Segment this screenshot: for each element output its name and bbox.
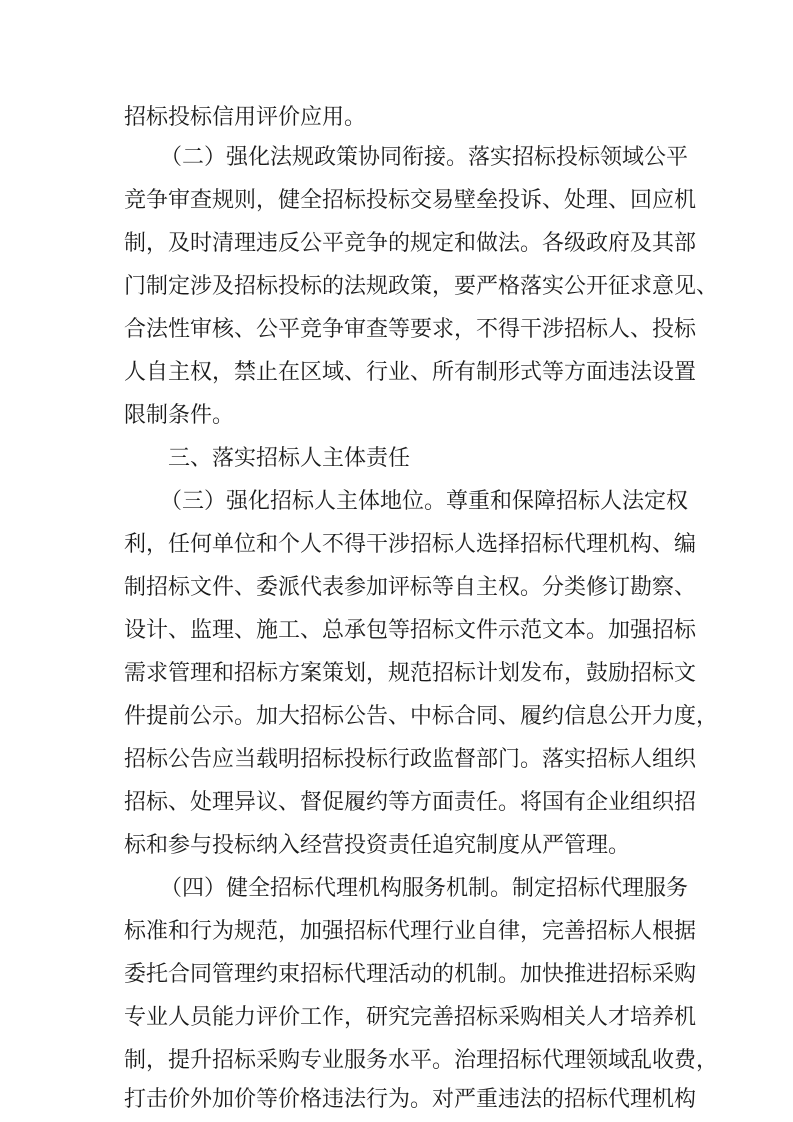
text-line: 件提前公示。加大招标公告、中标合同、履约信息公开力度， [124, 704, 719, 729]
text-line: 标和参与投标纳入经营投资责任追究制度从严管理。 [124, 833, 631, 858]
text-line: 制，提升招标采购专业服务水平。治理招标代理领域乱收费， [124, 1048, 719, 1073]
section-heading-3: 三、落实招标人主体责任 [168, 446, 411, 471]
text-line: 合法性审核、公平竞争审查等要求，不得干涉招标人、投标 [124, 317, 697, 342]
text-line: 委托合同管理约束招标代理活动的机制。加快推进招标采购 [124, 962, 697, 987]
text-line: 制招标文件、委派代表参加评标等自主权。分类修订勘察、 [124, 575, 697, 600]
paragraph-heading-3: （三）强化招标人主体地位。尊重和保障招标人法定权 [160, 489, 689, 514]
text-line: 招标公告应当载明招标投标行政监督部门。落实招标人组织 [124, 747, 697, 772]
text-line: 需求管理和招标方案策划，规范招标计划发布，鼓励招标文 [124, 661, 697, 686]
text-line: 制，及时清理违反公平竞争的规定和做法。各级政府及其部 [124, 231, 697, 256]
text-line: 限制条件。 [124, 403, 235, 428]
paragraph-heading-4: （四）健全招标代理机构服务机制。制定招标代理服务 [160, 876, 689, 901]
text-line: 人自主权，禁止在区域、行业、所有制形式等方面违法设置 [124, 360, 697, 385]
text-line: 设计、监理、施工、总承包等招标文件示范文本。加强招标 [124, 618, 697, 643]
text-line: 打击价外加价等价格违法行为。对严重违法的招标代理机构 [124, 1087, 697, 1112]
text-line: 标准和行为规范，加强招标代理行业自律，完善招标人根据 [124, 919, 697, 944]
text-line: 利，任何单位和个人不得干涉招标人选择招标代理机构、编 [124, 532, 697, 557]
paragraph-heading-2: （二）强化法规政策协同衔接。落实招标投标领域公平 [160, 145, 689, 170]
text-line: 竞争审查规则，健全招标投标交易壁垒投诉、处理、回应机 [124, 188, 697, 213]
text-line: 专业人员能力评价工作，研究完善招标采购相关人才培养机 [124, 1005, 697, 1030]
text-line: 招标投标信用评价应用。 [124, 105, 367, 130]
text-line: 招标、处理异议、督促履约等方面责任。将国有企业组织招 [124, 790, 697, 815]
text-line: 门制定涉及招标投标的法规政策，要严格落实公开征求意见、 [124, 274, 719, 299]
